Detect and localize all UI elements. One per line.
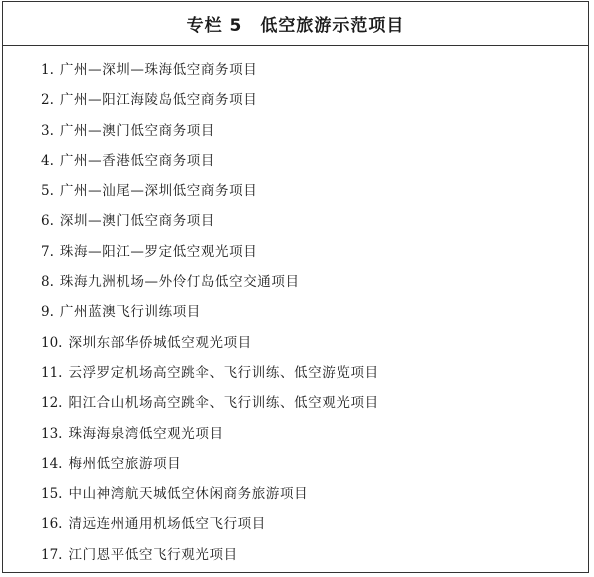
item-text: 梅州低空旅游项目 (68, 455, 182, 472)
item-number: 12. (41, 395, 63, 412)
list-item (41, 328, 588, 358)
item-text: 广州—香港低空商务项目 (59, 152, 215, 169)
list-item (41, 358, 588, 388)
item-number: 4. (41, 152, 54, 169)
list-item (41, 267, 588, 297)
item-text: 广州—汕尾—深圳低空商务项目 (59, 183, 258, 200)
item-text: 江门恩平低空飞行观光项目 (68, 546, 238, 563)
item-number: 7. (41, 243, 54, 260)
item-number: 6. (41, 213, 54, 230)
item-text: 珠海—阳江—罗定低空观光项目 (59, 243, 258, 260)
item-text: 广州—阳江海陵岛低空商务项目 (59, 92, 258, 109)
item-text: 深圳—澳门低空商务项目 (59, 213, 215, 230)
item-text: 深圳东部华侨城低空观光项目 (68, 334, 252, 351)
item-number: 16. (41, 516, 63, 533)
list-item (41, 85, 588, 115)
list-item (41, 237, 588, 267)
list-item (41, 419, 588, 449)
list-item (41, 116, 588, 146)
item-text: 清远连州通用机场低空飞行项目 (68, 516, 266, 533)
item-number: 2. (41, 92, 54, 109)
panel-header (3, 2, 588, 46)
list-item (41, 388, 588, 418)
item-text: 云浮罗定机场高空跳伞、飞行训练、低空游览项目 (68, 364, 379, 381)
item-text: 珠海九洲机场—外伶仃岛低空交通项目 (59, 274, 300, 291)
item-number: 5. (41, 183, 54, 200)
list-item (41, 146, 588, 176)
item-number: 10. (41, 334, 63, 351)
item-number: 1. (41, 62, 54, 78)
item-number: 8. (41, 274, 54, 291)
item-text: 广州蓝澳飞行训练项目 (59, 304, 201, 321)
item-number: 9. (41, 304, 54, 321)
list-item (41, 449, 588, 479)
item-number: 3. (41, 122, 54, 139)
item-number: 11. (41, 364, 63, 381)
item-text: 阳江合山机场高空跳伞、飞行训练、低空观光项目 (68, 395, 379, 412)
item-text: 广州—深圳—珠海低空商务项目 (59, 62, 258, 78)
list-item (41, 206, 588, 236)
item-number: 15. (41, 486, 63, 503)
list-item (41, 540, 588, 570)
list-item (41, 297, 588, 327)
panel-title: 专栏 5 低空旅游示范项目 (186, 16, 405, 36)
item-number: 17. (41, 546, 63, 563)
project-list (3, 46, 588, 570)
item-number: 14. (41, 455, 63, 472)
project-panel (2, 1, 589, 573)
list-item (41, 176, 588, 206)
list-item (41, 509, 588, 539)
list-item (41, 55, 588, 85)
item-text: 广州—澳门低空商务项目 (59, 122, 215, 139)
item-text: 中山神湾航天城低空休闲商务旅游项目 (68, 486, 309, 503)
item-number: 13. (41, 425, 63, 442)
list-item (41, 479, 588, 509)
item-text: 珠海海泉湾低空观光项目 (68, 425, 224, 442)
